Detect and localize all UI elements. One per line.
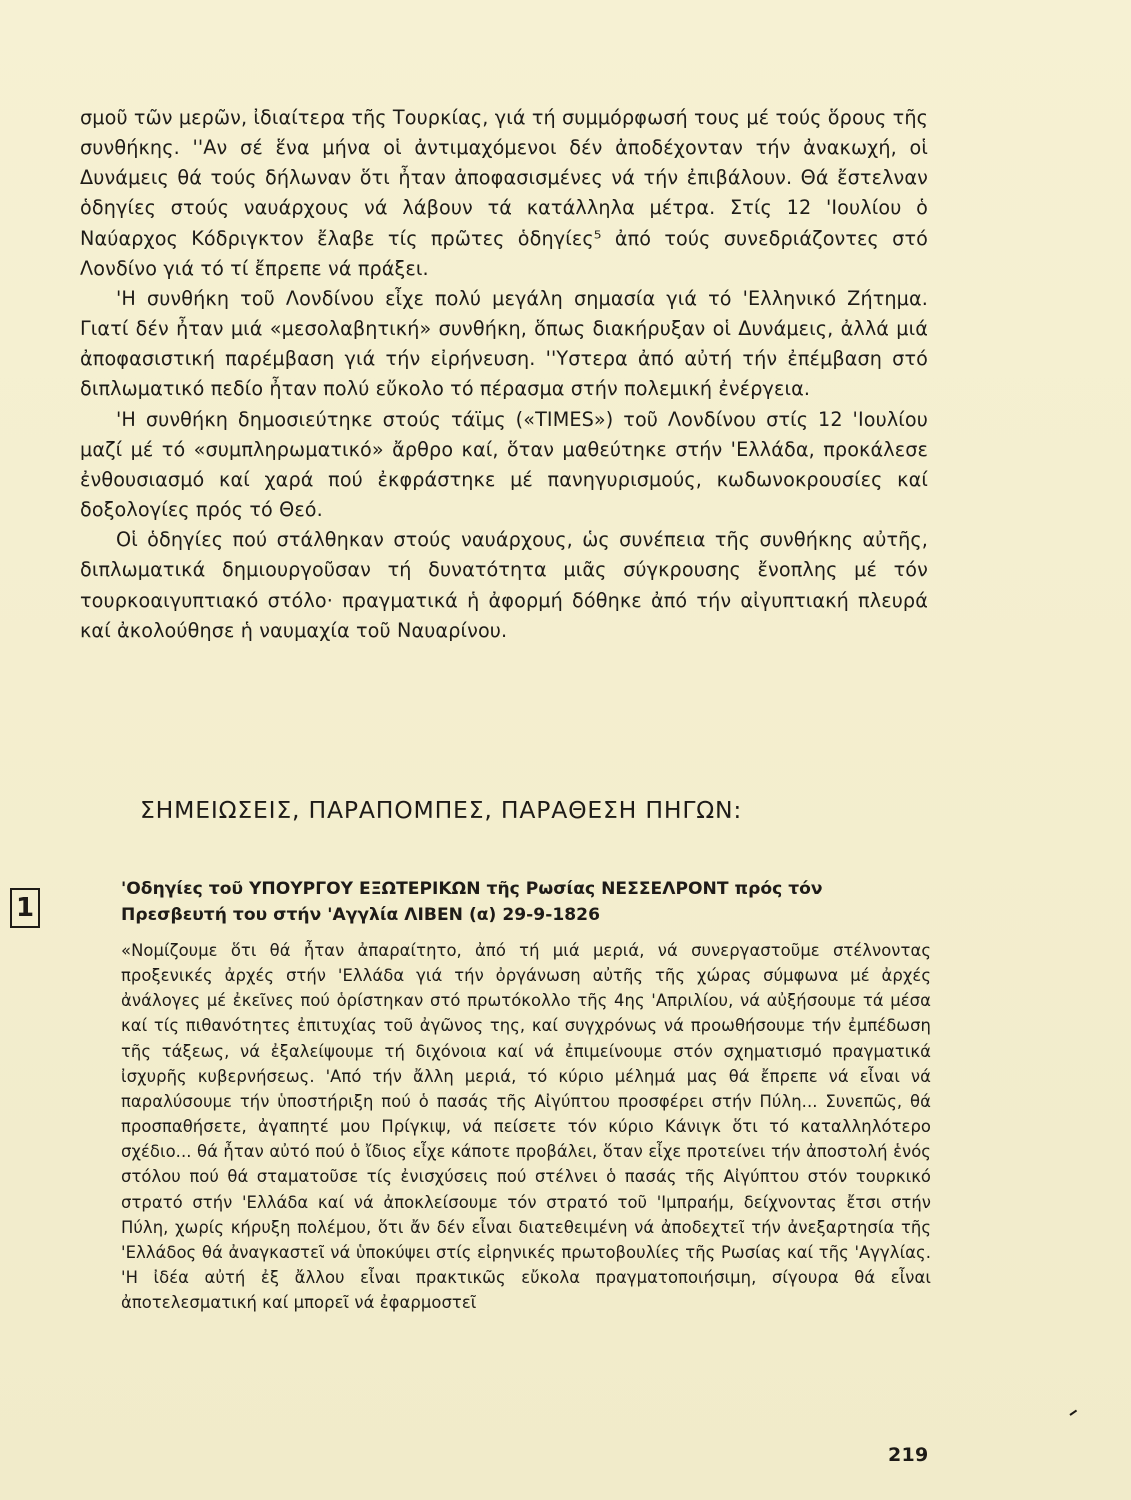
notes-section-heading: ΣΗΜΕΙΩΣΕΙΣ, ΠΑΡΑΠΟΜΠΕΣ, ΠΑΡΑΘΕΣΗ ΠΗΓΩΝ: bbox=[140, 796, 743, 824]
margin-mark bbox=[1069, 1410, 1077, 1416]
main-paragraph-4: Οἱ ὁδηγίες πού στάλθηκαν στούς ναυάρχους, ὡς συνέπεια τῆς συνθήκης αὐτῆς, διπλωματικά δημιουργοῦσαν τή δυνατότητα μιᾶς σύγκρουσης ἔνοπλης μέ τόν τουρκοαιγυπτιακό στόλο· πραγματικά ἡ ἀφορμή δόθηκε ἀπό τήν αἰγυπτιακή πλευρά καί ἀκολούθησε ἡ ναυμαχία τοῦ Ναυαρίνου. bbox=[80, 528, 928, 642]
main-paragraph-3: 'Η συνθήκη δημοσιεύτηκε στούς τάϊμς («TIMES») τοῦ Λονδίνου στίς 12 'Ιουλίου μαζί μέ τό «συμπληρωματικό» ἄρθρο καί, ὅταν μαθεύτηκε στήν 'Ελλάδα, προκάλεσε ἐνθουσιασμό καί χαρά πού ἐκφράστηκε μέ πανηγυρισμούς, κωδωνοκρουσίες καί δοξολογίες πρός τό Θεό. bbox=[80, 407, 928, 522]
page-number: 219 bbox=[888, 1444, 929, 1466]
note-number-box: 1 bbox=[10, 888, 40, 928]
main-text-block bbox=[80, 103, 928, 646]
main-paragraph-1: σμοῦ τῶν μερῶν, ἰδιαίτερα τῆς Τουρκίας, γιά τή συμμόρφωσή τους μέ τούς ὅρους τῆς συνθήκης. ''Αν σέ ἕνα μήνα οἱ ἀντιμαχόμενοι δέν ἀποδέχονταν τήν ἀνακωχή, οἱ Δυνάμεις θά τούς δήλωναν ὅτι ἦταν ἀποφασισμένες νά τήν ἐπιβάλουν. Θά ἔστελναν ὁδηγίες στούς ναυάρχους νά λάβουν τά κατάλληλα μέτρα. Στίς 12 'Ιουλίου ὁ Ναύαρχος Κόδριγκτον ἔλαβε τίς πρῶτες ὁδηγίες⁵ ἀπό τούς συνεδριάζοντες στό Λονδίνο γιά τό τί ἔπρεπε νά πράξει. bbox=[80, 106, 928, 280]
main-paragraph-2: 'Η συνθήκη τοῦ Λονδίνου εἶχε πολύ μεγάλη σημασία γιά τό 'Ελληνικό Ζήτημα. Γιατί δέν ἦταν μιά «μεσολαβητική» συνθήκη, ὅπως διακήρυξαν οἱ Δυνάμεις, ἀλλά μιά ἀποφασιστική παρέμβαση γιά τήν εἰρήνευση. ''Υστερα ἀπό αὐτή τήν ἐπέμβαση στό διπλωματικό πεδίο ἦταν πολύ εὔκολο τό πέρασμα στήν πολεμική ἐνέργεια. bbox=[80, 286, 928, 401]
note-title: 'Οδηγίες τοῦ ΥΠΟΥΡΓΟΥ ΕΞΩΤΕΡΙΚΩΝ τῆς Ρωσίας ΝΕΣΣΕΛΡΟΝΤ πρός τόν Πρεσβευτή του στήν 'Αγγλία ΛΙΒΕΝ (α) 29-9-1826 bbox=[121, 879, 823, 925]
note-body: «Νομίζουμε ὅτι θά ἦταν ἀπαραίτητο, ἀπό τή μιά μεριά, νά συνεργαστοῦμε στέλνοντας προξενικές ἀρχές στήν 'Ελλάδα γιά τήν ὀργάνωση αὐτῆς τῆς χώρας σύμφωνα μέ ἀρχές ἀνάλογες μέ ἐκεῖνες πού ὁρίστηκαν στό πρωτόκολλο τῆς 4ης 'Απριλίου, νά αὐξήσουμε τά μέσα καί τίς πιθανότητες ἐπιτυχίας τοῦ ἀγῶνος της, καί συγχρόνως νά προωθήσουμε τήν ἐμπέδωση τῆς τάξεως, νά ἐξαλείψουμε τή διχόνοια καί νά ἐπιμείνουμε στόν σχηματισμό πραγματικά ἰσχυρῆς κυβερνήσεως. 'Από τήν ἄλλη μεριά, τό κύριο μέλημά μας θά ἔπρεπε νά εἶναι νά παραλύσουμε τήν ὑποστήριξη πού ὁ πασάς τῆς Αἰγύπτου προσφέρει στήν Πύλη... Συνεπῶς, θά προσπαθήσετε, ἀγαπητέ μου Πρίγκιψ, νά πείσετε τόν κύριο Κάνιγκ ὅτι τό καταλληλότερο σχέδιο... θά ἦταν αὐτό πού ὁ ἴδιος εἶχε κάποτε προβάλει, ὅταν εἶχε προτείνει τήν ἀποστολή ἑνός στόλου πού θά σταματοῦσε τίς ἐνισχύσεις πού στέλνει ὁ πασάς τῆς Αἰγύπτου στόν τουρκικό στρατό στήν 'Ελλάδα καί νά ἀποκλείσουμε τόν στρατό τοῦ 'Ιμπραήμ, δείχνοντας ἔτσι στήν Πύλη, χωρίς κήρυξη πολέμου, ὅτι ἄν δέν εἶναι διατεθειμένη νά ἀποδεχτεῖ τήν ἀνεξαρτησία τῆς 'Ελλάδος θά ἀναγκαστεῖ νά ὑποκύψει στίς εἰρηνικές πρωτοβουλίες τῆς Ρωσίας καί τῆς 'Αγγλίας. 'Η ἰδέα αὐτή ἐξ ἄλλου εἶναι πρακτικῶς εὔκολα πραγματοποιήσιμη, σίγουρα θά εἶναι ἀποτελεσματική καί μπορεῖ νά ἐφαρμοστεῖ bbox=[121, 941, 931, 1313]
